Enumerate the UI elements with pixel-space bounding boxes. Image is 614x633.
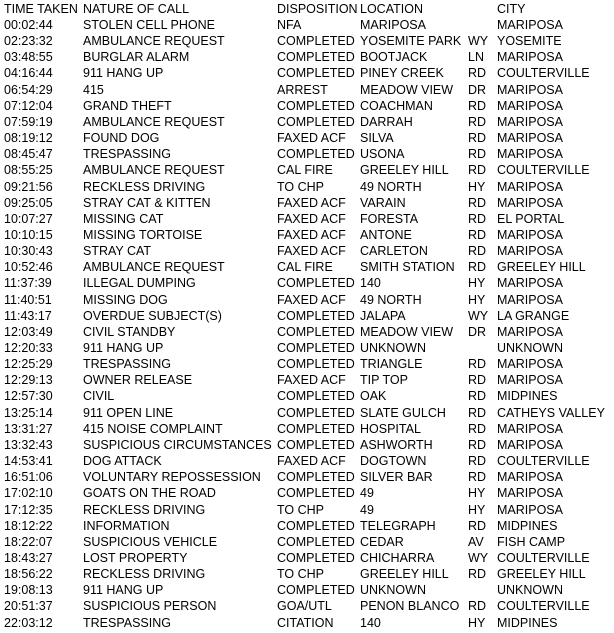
nature-cell: ILLEGAL DUMPING — [83, 276, 196, 291]
location-cell: SLATE GULCH — [360, 405, 446, 420]
time-cell: 09:25:05 — [4, 195, 53, 210]
street-suffix-cell: HY — [468, 486, 486, 501]
city-cell: MARIPOSA — [497, 244, 563, 259]
time-cell: 12:57:30 — [4, 389, 53, 404]
street-suffix-cell: RD — [468, 211, 487, 226]
street-suffix-cell: WY — [468, 550, 489, 565]
table-row — [0, 534, 614, 550]
time-cell: 18:43:27 — [4, 550, 53, 565]
location-cell: YOSEMITE PARK — [360, 34, 462, 49]
disposition-cell: COMPLETED — [277, 98, 355, 113]
disposition-cell: COMPLETED — [277, 341, 355, 355]
disposition-cell: COMPLETED — [277, 534, 355, 549]
location-cell: OAK — [360, 389, 387, 404]
city-cell: MIDPINES — [497, 518, 558, 533]
disposition-cell: GOA/UTL — [277, 599, 332, 614]
city-cell: MARIPOSA — [497, 373, 563, 388]
city-cell: MARIPOSA — [497, 292, 563, 307]
street-suffix-cell: RD — [468, 405, 487, 420]
table-row — [0, 356, 614, 372]
nature-cell: FOUND DOG — [83, 131, 160, 146]
table-row — [0, 227, 614, 243]
city-cell: MARIPOSA — [497, 114, 563, 129]
header-nature: NATURE OF CALL — [83, 2, 190, 16]
table-row — [0, 324, 614, 340]
location-cell: SMITH STATION — [360, 260, 455, 275]
disposition-cell: COMPLETED — [277, 34, 355, 49]
nature-cell: CIVIL — [83, 389, 115, 404]
table-row — [0, 243, 614, 259]
nature-cell: 911 OPEN LINE — [83, 405, 174, 420]
disposition-cell: FAXED ACF — [277, 227, 346, 242]
city-cell: COULTERVILLE — [497, 163, 590, 178]
location-cell: ASHWORTH — [360, 437, 433, 452]
location-cell: HOSPITAL — [360, 421, 421, 436]
table-row — [0, 437, 614, 453]
nature-cell: TRESPASSING — [83, 357, 171, 372]
city-cell: COULTERVILLE — [497, 599, 590, 614]
location-cell: CARLETON — [360, 244, 428, 259]
location-cell: SILVER BAR — [360, 470, 433, 485]
table-row — [0, 388, 614, 404]
time-cell: 17:02:10 — [4, 486, 53, 501]
city-cell: MARIPOSA — [497, 502, 563, 517]
location-cell: BOOTJACK — [360, 50, 428, 65]
time-cell: 18:22:07 — [4, 534, 53, 549]
disposition-cell: CAL FIRE — [277, 260, 333, 275]
disposition-cell: COMPLETED — [277, 66, 355, 81]
header-city: CITY — [497, 2, 526, 16]
location-cell: CHICHARRA — [360, 550, 435, 565]
street-suffix-cell: LN — [468, 50, 484, 65]
table-row — [0, 518, 614, 534]
nature-cell: 911 HANG UP — [83, 583, 164, 598]
time-cell: 00:02:44 — [4, 18, 53, 32]
header-time: TIME TAKEN — [4, 2, 78, 16]
time-cell: 12:20:33 — [4, 341, 53, 355]
street-suffix-cell: RD — [468, 147, 487, 162]
location-cell: GREELEY HILL — [360, 163, 449, 178]
table-row — [0, 33, 614, 49]
nature-cell: SUSPICIOUS CIRCUMSTANCES — [83, 437, 272, 452]
city-cell: MARIPOSA — [497, 437, 563, 452]
time-cell: 10:10:15 — [4, 227, 53, 242]
disposition-cell: COMPLETED — [277, 308, 355, 323]
time-cell: 10:30:43 — [4, 244, 53, 259]
disposition-cell: TO CHP — [277, 502, 324, 517]
city-cell: GREELEY HILL — [497, 260, 586, 275]
disposition-cell: COMPLETED — [277, 114, 355, 129]
location-cell: TELEGRAPH — [360, 518, 436, 533]
nature-cell: GRAND THEFT — [83, 98, 172, 113]
table-row — [0, 275, 614, 291]
time-cell: 12:25:29 — [4, 357, 53, 372]
street-suffix-cell: RD — [468, 66, 487, 81]
city-cell: CATHEYS VALLEY — [497, 405, 605, 420]
disposition-cell: COMPLETED — [277, 147, 355, 162]
time-cell: 08:55:25 — [4, 163, 53, 178]
location-cell: DOGTOWN — [360, 454, 427, 469]
time-cell: 16:51:06 — [4, 470, 53, 485]
disposition-cell: COMPLETED — [277, 550, 355, 565]
city-cell: MARIPOSA — [497, 50, 563, 65]
time-cell: 20:51:37 — [4, 599, 53, 614]
table-row — [0, 582, 614, 598]
city-cell: MARIPOSA — [497, 324, 563, 339]
street-suffix-cell: HY — [468, 276, 486, 291]
table-row — [0, 130, 614, 146]
city-cell: MARIPOSA — [497, 357, 563, 372]
city-cell: MARIPOSA — [497, 131, 563, 146]
nature-cell: RECKLESS DRIVING — [83, 567, 206, 582]
location-cell: 49 NORTH — [360, 179, 422, 194]
time-cell: 13:32:43 — [4, 437, 53, 452]
city-cell: MARIPOSA — [497, 195, 563, 210]
table-row — [0, 82, 614, 98]
street-suffix-cell: RD — [468, 567, 487, 582]
disposition-cell: TO CHP — [277, 567, 324, 582]
disposition-cell: COMPLETED — [277, 276, 355, 291]
location-cell: DARRAH — [360, 114, 413, 129]
location-cell: 140 — [360, 615, 381, 630]
disposition-cell: COMPLETED — [277, 583, 355, 598]
city-cell: MARIPOSA — [497, 486, 563, 501]
time-cell: 09:21:56 — [4, 179, 53, 194]
city-cell: MARIPOSA — [497, 18, 563, 32]
table-row — [0, 195, 614, 211]
nature-cell: CIVIL STANDBY — [83, 324, 176, 339]
nature-cell: LOST PROPERTY — [83, 550, 188, 565]
time-cell: 10:52:46 — [4, 260, 53, 275]
city-cell: MARIPOSA — [497, 179, 563, 194]
table-row — [0, 340, 614, 356]
location-cell: 140 — [360, 276, 381, 291]
street-suffix-cell: RD — [468, 227, 487, 242]
street-suffix-cell: WY — [468, 308, 489, 323]
time-cell: 11:43:17 — [4, 308, 52, 323]
table-row — [0, 485, 614, 501]
disposition-cell: FAXED ACF — [277, 244, 346, 259]
city-cell: MIDPINES — [497, 389, 558, 404]
city-cell: COULTERVILLE — [497, 550, 590, 565]
header-disposition: DISPOSITION — [277, 2, 358, 16]
nature-cell: OWNER RELEASE — [83, 373, 193, 388]
street-suffix-cell: RD — [468, 114, 487, 129]
location-cell: FORESTA — [360, 211, 419, 226]
street-suffix-cell: RD — [468, 389, 487, 404]
nature-cell: STRAY CAT & KITTEN — [83, 195, 211, 210]
disposition-cell: COMPLETED — [277, 324, 355, 339]
disposition-cell: COMPLETED — [277, 437, 355, 452]
table-row — [0, 162, 614, 178]
city-cell: YOSEMITE — [497, 34, 562, 49]
location-cell: COACHMAN — [360, 98, 433, 113]
city-cell: MARIPOSA — [497, 98, 563, 113]
location-cell: PINEY CREEK — [360, 66, 444, 81]
city-cell: MARIPOSA — [497, 82, 563, 97]
city-cell: UNKNOWN — [497, 341, 563, 355]
time-cell: 02:23:32 — [4, 34, 53, 49]
street-suffix-cell: AV — [468, 534, 484, 549]
disposition-cell: COMPLETED — [277, 486, 355, 501]
disposition-cell: CITATION — [277, 615, 334, 630]
city-cell: MARIPOSA — [497, 276, 563, 291]
disposition-cell: FAXED ACF — [277, 292, 346, 307]
table-row — [0, 372, 614, 388]
table-row — [0, 566, 614, 582]
city-cell: UNKNOWN — [497, 583, 563, 598]
street-suffix-cell: HY — [468, 615, 486, 630]
header-location: LOCATION — [360, 2, 423, 16]
nature-cell: SUSPICIOUS VEHICLE — [83, 534, 218, 549]
nature-cell: AMBULANCE REQUEST — [83, 260, 225, 275]
time-cell: 12:29:13 — [4, 373, 53, 388]
table-row — [0, 17, 614, 33]
nature-cell: INFORMATION — [83, 518, 170, 533]
nature-cell: 415 — [83, 82, 104, 97]
disposition-cell: COMPLETED — [277, 50, 355, 65]
city-cell: COULTERVILLE — [497, 66, 590, 81]
street-suffix-cell: RD — [468, 437, 487, 452]
location-cell: MEADOW VIEW — [360, 82, 454, 97]
table-row — [0, 598, 614, 614]
street-suffix-cell: RD — [468, 421, 487, 436]
disposition-cell: COMPLETED — [277, 470, 355, 485]
disposition-cell: FAXED ACF — [277, 211, 346, 226]
location-cell: UNKNOWN — [360, 583, 426, 598]
city-cell: EL PORTAL — [497, 211, 565, 226]
table-row — [0, 179, 614, 195]
city-cell: FISH CAMP — [497, 534, 566, 549]
nature-cell: 911 HANG UP — [83, 66, 164, 81]
nature-cell: 911 HANG UP — [83, 341, 164, 355]
time-cell: 11:40:51 — [4, 292, 52, 307]
city-cell: COULTERVILLE — [497, 454, 590, 469]
nature-cell: STRAY CAT — [83, 244, 152, 259]
location-cell: 49 — [360, 502, 374, 517]
time-cell: 13:31:27 — [4, 421, 53, 436]
street-suffix-cell: RD — [468, 195, 487, 210]
table-row — [0, 49, 614, 65]
location-cell: VARAIN — [360, 195, 406, 210]
table-row — [0, 615, 614, 631]
nature-cell: 415 NOISE COMPLAINT — [83, 421, 223, 436]
table-row — [0, 502, 614, 518]
location-cell: PENON BLANCO — [360, 599, 460, 614]
street-suffix-cell: RD — [468, 260, 487, 275]
table-row — [0, 65, 614, 81]
street-suffix-cell: RD — [468, 599, 487, 614]
street-suffix-cell: RD — [468, 244, 487, 259]
street-suffix-cell: DR — [468, 324, 487, 339]
city-cell: MARIPOSA — [497, 147, 563, 162]
location-cell: JALAPA — [360, 308, 406, 323]
street-suffix-cell: RD — [468, 454, 487, 469]
disposition-cell: FAXED ACF — [277, 373, 346, 388]
table-row — [0, 421, 614, 437]
disposition-cell: FAXED ACF — [277, 195, 346, 210]
time-cell: 07:12:04 — [4, 98, 53, 113]
disposition-cell: COMPLETED — [277, 518, 355, 533]
table-row — [0, 453, 614, 469]
location-cell: 49 NORTH — [360, 292, 422, 307]
street-suffix-cell: HY — [468, 502, 486, 517]
time-cell: 03:48:55 — [4, 50, 53, 65]
nature-cell: AMBULANCE REQUEST — [83, 163, 225, 178]
header-row — [0, 1, 614, 17]
nature-cell: MISSING CAT — [83, 211, 164, 226]
nature-cell: VOLUNTARY REPOSSESSION — [83, 470, 261, 485]
street-suffix-cell: HY — [468, 292, 486, 307]
location-cell: TIP TOP — [360, 373, 408, 388]
time-cell: 10:07:27 — [4, 211, 53, 226]
disposition-cell: COMPLETED — [277, 421, 355, 436]
table-row — [0, 550, 614, 566]
table-row — [0, 114, 614, 130]
location-cell: USONA — [360, 147, 405, 162]
time-cell: 11:37:39 — [4, 276, 52, 291]
time-cell: 22:03:12 — [4, 615, 53, 630]
nature-cell: BURGLAR ALARM — [83, 50, 190, 65]
street-suffix-cell: DR — [468, 82, 487, 97]
city-cell: GREELEY HILL — [497, 567, 586, 582]
disposition-cell: ARREST — [277, 82, 328, 97]
time-cell: 18:56:22 — [4, 567, 53, 582]
street-suffix-cell: RD — [468, 357, 487, 372]
nature-cell: MISSING DOG — [83, 292, 168, 307]
location-cell: GREELEY HILL — [360, 567, 449, 582]
disposition-cell: FAXED ACF — [277, 131, 346, 146]
street-suffix-cell: RD — [468, 131, 487, 146]
time-cell: 08:19:12 — [4, 131, 53, 146]
time-cell: 13:25:14 — [4, 405, 53, 420]
table-row — [0, 211, 614, 227]
nature-cell: RECKLESS DRIVING — [83, 502, 206, 517]
street-suffix-cell: RD — [468, 518, 487, 533]
disposition-cell: COMPLETED — [277, 405, 355, 420]
time-cell: 07:59:19 — [4, 114, 53, 129]
table-row — [0, 292, 614, 308]
table-row — [0, 308, 614, 324]
location-cell: 49 — [360, 486, 374, 501]
nature-cell: AMBULANCE REQUEST — [83, 34, 225, 49]
nature-cell: DOG ATTACK — [83, 454, 162, 469]
street-suffix-cell: RD — [468, 98, 487, 113]
street-suffix-cell: HY — [468, 179, 486, 194]
table-row — [0, 405, 614, 421]
disposition-cell: FAXED ACF — [277, 454, 346, 469]
disposition-cell: COMPLETED — [277, 357, 355, 372]
city-cell: MARIPOSA — [497, 227, 563, 242]
nature-cell: MISSING TORTOISE — [83, 227, 203, 242]
nature-cell: GOATS ON THE ROAD — [83, 486, 216, 501]
nature-cell: RECKLESS DRIVING — [83, 179, 206, 194]
location-cell: MEADOW VIEW — [360, 324, 454, 339]
location-cell: UNKNOWN — [360, 341, 426, 355]
nature-cell: TRESPASSING — [83, 615, 171, 630]
location-cell: MARIPOSA — [360, 18, 426, 32]
city-cell: MIDPINES — [497, 615, 558, 630]
time-cell: 17:12:35 — [4, 502, 53, 517]
city-cell: MARIPOSA — [497, 421, 563, 436]
street-suffix-cell: RD — [468, 373, 487, 388]
street-suffix-cell: RD — [468, 470, 487, 485]
time-cell: 14:53:41 — [4, 454, 53, 469]
city-cell: MARIPOSA — [497, 470, 563, 485]
location-cell: ANTONE — [360, 227, 412, 242]
location-cell: SILVA — [360, 131, 394, 146]
time-cell: 08:45:47 — [4, 147, 53, 162]
table-row — [0, 469, 614, 485]
nature-cell: TRESPASSING — [83, 147, 171, 162]
table-row — [0, 146, 614, 162]
disposition-cell: TO CHP — [277, 179, 324, 194]
nature-cell: STOLEN CELL PHONE — [83, 18, 215, 32]
street-suffix-cell: RD — [468, 163, 487, 178]
time-cell: 04:16:44 — [4, 66, 53, 81]
location-cell: CEDAR — [360, 534, 404, 549]
nature-cell: SUSPICIOUS PERSON — [83, 599, 217, 614]
table-row — [0, 259, 614, 275]
disposition-cell: CAL FIRE — [277, 163, 333, 178]
street-suffix-cell: WY — [468, 34, 489, 49]
nature-cell: OVERDUE SUBJECT(S) — [83, 308, 222, 323]
time-cell: 19:08:13 — [4, 583, 53, 598]
nature-cell: AMBULANCE REQUEST — [83, 114, 225, 129]
time-cell: 06:54:29 — [4, 82, 53, 97]
disposition-cell: NFA — [277, 18, 302, 32]
location-cell: TRIANGLE — [360, 357, 423, 372]
city-cell: LA GRANGE — [497, 308, 570, 323]
disposition-cell: COMPLETED — [277, 389, 355, 404]
time-cell: 12:03:49 — [4, 324, 53, 339]
table-row — [0, 98, 614, 114]
time-cell: 18:12:22 — [4, 518, 53, 533]
